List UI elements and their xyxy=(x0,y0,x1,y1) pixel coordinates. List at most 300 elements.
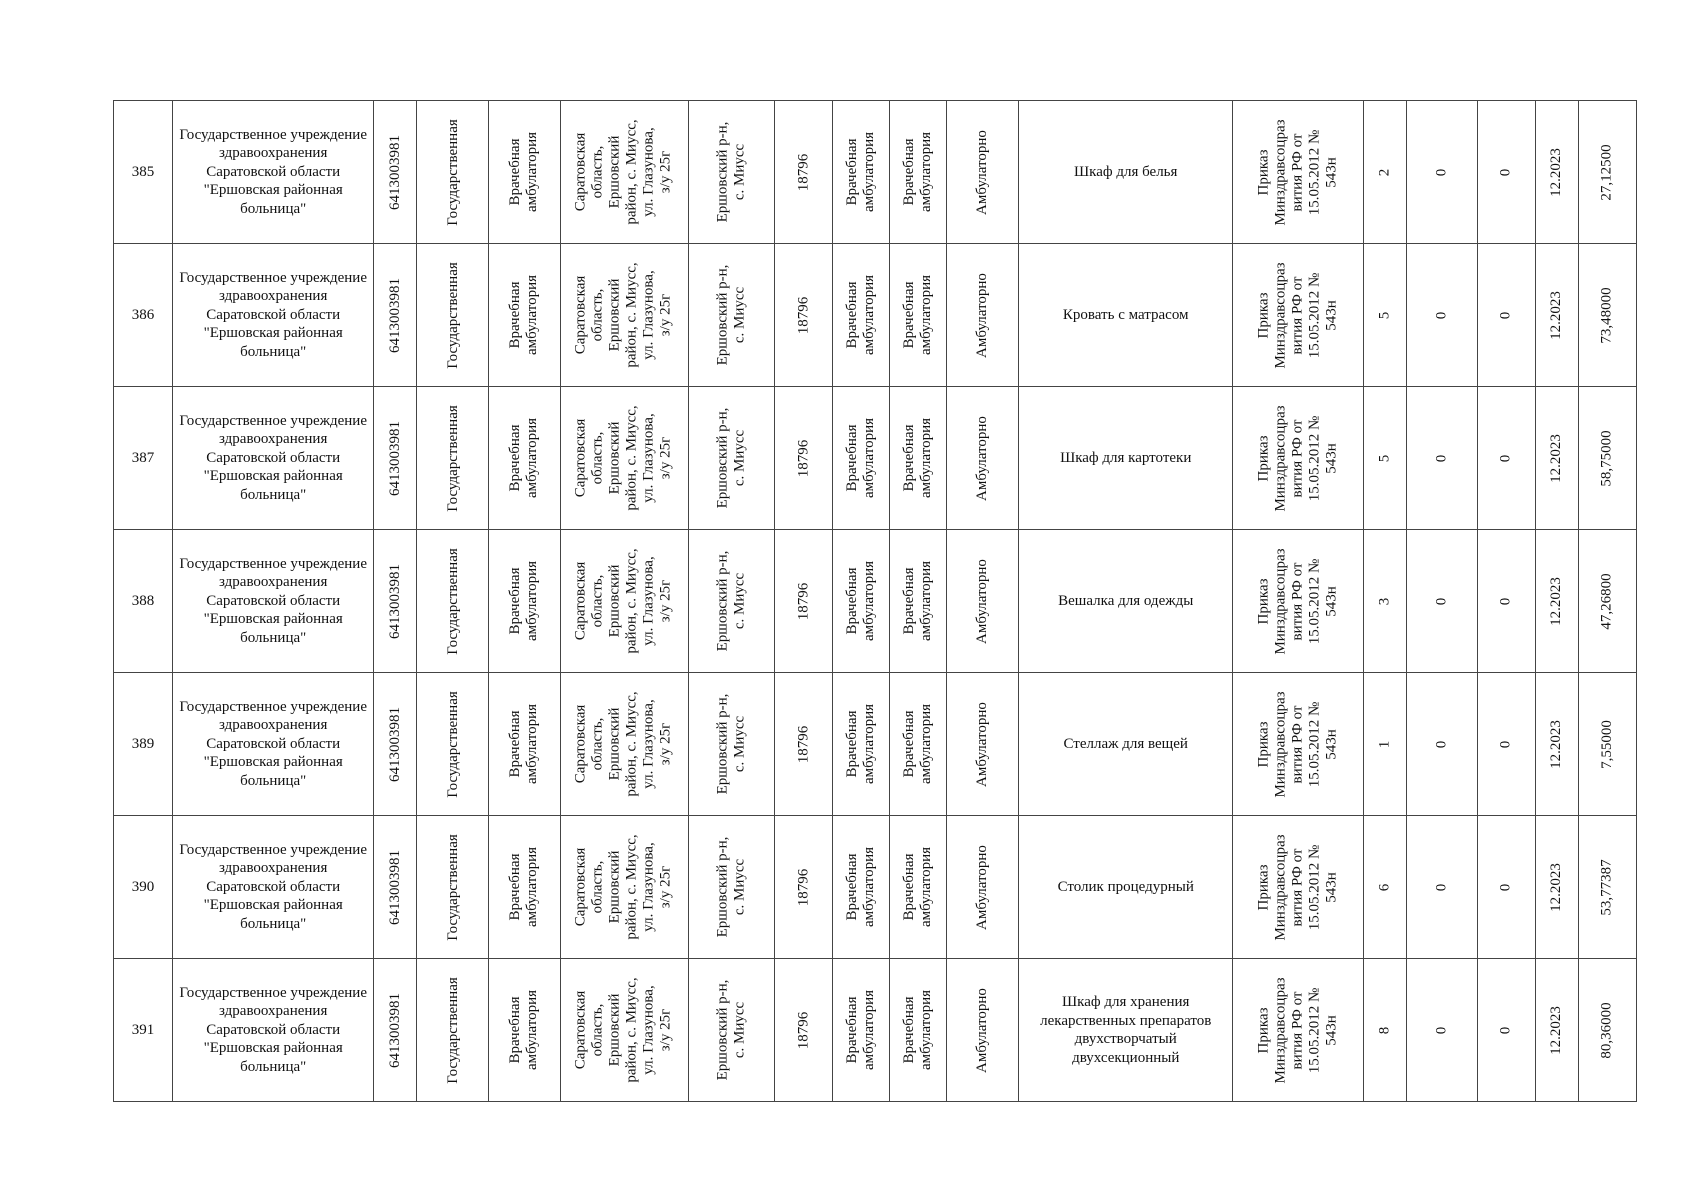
equipment-name-cell xyxy=(1019,959,1233,1102)
facility-name-line: амбулатория xyxy=(524,274,541,356)
facility-type-line: амбулатория xyxy=(860,703,877,785)
standard-order-line: 15.05.2012 № xyxy=(1306,272,1323,358)
facility-type-cell xyxy=(832,387,889,530)
table-row xyxy=(114,244,1637,387)
subdivision-type-line: амбулатория xyxy=(917,417,934,499)
missing-quantity-cell xyxy=(1477,387,1535,530)
ownership-form-cell xyxy=(417,959,489,1102)
locality xyxy=(714,980,748,1081)
standard-order xyxy=(1255,977,1340,1083)
facility-type-line: Врачебная xyxy=(843,424,860,492)
locality-code-cell xyxy=(774,530,832,673)
facility-type-line: Врачебная xyxy=(843,710,860,778)
facility-address-line: з/у 25г xyxy=(658,722,675,766)
cost-value-cell xyxy=(1578,101,1636,244)
cost-value-cell xyxy=(1578,673,1636,816)
facility-address-line: область, xyxy=(590,145,607,199)
facility-type-cell xyxy=(832,530,889,673)
facility-name-line: амбулатория xyxy=(524,846,541,928)
cost-value: 27,12500 xyxy=(1598,143,1615,201)
standard-order-line: Минздравсоцраз xyxy=(1272,261,1289,369)
care-form-cell xyxy=(946,101,1018,244)
locality-cell xyxy=(688,816,774,959)
standard-order-cell xyxy=(1233,101,1363,244)
facility-name xyxy=(508,132,542,212)
organization-name-cell xyxy=(173,387,374,530)
missing-quantity-cell xyxy=(1477,101,1535,244)
cost-value: 47,26800 xyxy=(1598,572,1615,630)
care-form: Амбулаторно xyxy=(974,558,991,644)
available-quantity: 0 xyxy=(1433,597,1450,605)
facility-address-line: район, с. Миусс, xyxy=(624,548,641,654)
row-number-cell xyxy=(114,244,173,387)
facility-type xyxy=(844,847,878,927)
facility-address-line: з/у 25г xyxy=(658,865,675,909)
standard-order-cell xyxy=(1233,673,1363,816)
locality-code-cell xyxy=(774,673,832,816)
subdivision-type-cell xyxy=(889,530,946,673)
delivery-date-cell xyxy=(1535,959,1578,1102)
facility-name-line: амбулатория xyxy=(524,131,541,213)
facility-name-line: Врачебная xyxy=(507,567,524,635)
subdivision-type-line: Врачебная xyxy=(900,424,917,492)
inn-value-cell xyxy=(374,959,417,1102)
equipment-name: Кровать с матрасом xyxy=(1062,306,1189,323)
facility-name-line: Врачебная xyxy=(507,281,524,349)
table-row xyxy=(114,530,1637,673)
facility-address-line: ул. Глазунова, xyxy=(641,556,658,646)
facility-address-line: з/у 25г xyxy=(658,293,675,337)
delivery-date-cell xyxy=(1535,101,1578,244)
cost-value: 73,48000 xyxy=(1598,286,1615,344)
standard-order-line: Приказ xyxy=(1255,291,1272,339)
equipment-name: Шкаф для белья xyxy=(1074,163,1178,180)
facility-address xyxy=(573,548,675,653)
delivery-date: 12.2023 xyxy=(1548,719,1565,769)
missing-quantity-cell xyxy=(1477,673,1535,816)
facility-address-line: Ершовский xyxy=(607,278,624,352)
table-row xyxy=(114,673,1637,816)
facility-address-line: Ершовский xyxy=(607,135,624,209)
facility-address-line: ул. Глазунова, xyxy=(641,413,658,503)
facility-address-line: Саратовская xyxy=(573,704,590,784)
facility-address xyxy=(573,691,675,796)
equipment-name-cell xyxy=(1019,387,1233,530)
standard-order-cell xyxy=(1233,816,1363,959)
facility-address xyxy=(573,119,675,224)
facility-type-line: амбулатория xyxy=(860,274,877,356)
locality-code: 18796 xyxy=(794,1011,811,1049)
delivery-date: 12.2023 xyxy=(1548,576,1565,626)
facility-name-line: амбулатория xyxy=(524,703,541,785)
locality xyxy=(714,551,748,652)
locality-code: 18796 xyxy=(794,296,811,334)
facility-name xyxy=(508,418,542,498)
equipment-name: Вешалка для одежды xyxy=(1058,592,1194,609)
facility-address-line: ул. Глазунова, xyxy=(641,270,658,360)
care-form: Амбулаторно xyxy=(974,844,991,930)
standard-order-line: Минздравсоцраз xyxy=(1272,547,1289,655)
standard-order-line: 543н xyxy=(1323,1014,1340,1046)
standard-order-line: Минздравсоцраз xyxy=(1272,833,1289,941)
locality-cell xyxy=(688,244,774,387)
inn-value-cell xyxy=(374,530,417,673)
facility-type xyxy=(844,132,878,212)
facility-name-cell xyxy=(489,959,560,1102)
facility-type-line: амбулатория xyxy=(860,131,877,213)
cost-value-cell xyxy=(1578,387,1636,530)
row-number-cell xyxy=(114,530,173,673)
facility-name-cell xyxy=(489,816,560,959)
organization-name: Государственное учреждение здравоохранения Саратовской области "Ершовская районная больница" xyxy=(179,555,367,646)
locality-code-cell xyxy=(774,101,832,244)
facility-address-line: район, с. Миусс, xyxy=(624,834,641,940)
available-quantity: 0 xyxy=(1433,740,1450,748)
facility-name-line: амбулатория xyxy=(524,989,541,1071)
facility-name-line: амбулатория xyxy=(524,560,541,642)
subdivision-type-cell xyxy=(889,673,946,816)
equipment-name: Столик процедурный xyxy=(1057,878,1194,895)
care-form: Амбулаторно xyxy=(974,129,991,215)
required-quantity-cell xyxy=(1363,816,1406,959)
organization-name-cell xyxy=(173,816,374,959)
missing-quantity-cell xyxy=(1477,959,1535,1102)
standard-order-line: Минздравсоцраз xyxy=(1272,118,1289,226)
missing-quantity-cell xyxy=(1477,816,1535,959)
available-quantity-cell xyxy=(1406,673,1477,816)
facility-address-line: з/у 25г xyxy=(658,579,675,623)
standard-order-cell xyxy=(1233,244,1363,387)
locality-cell xyxy=(688,530,774,673)
standard-order-line: 15.05.2012 № xyxy=(1306,701,1323,787)
subdivision-type-line: амбулатория xyxy=(917,846,934,928)
facility-name-cell xyxy=(489,244,560,387)
ownership-form: Государственная xyxy=(444,976,461,1084)
organization-name-cell xyxy=(173,244,374,387)
equipment-name-cell xyxy=(1019,530,1233,673)
standard-order-line: 543н xyxy=(1323,299,1340,331)
standard-order-line: вития РФ от xyxy=(1289,562,1306,640)
row-number: 389 xyxy=(131,735,155,752)
standard-order-line: Приказ xyxy=(1255,720,1272,768)
required-quantity-cell xyxy=(1363,673,1406,816)
facility-address-line: Ершовский xyxy=(607,850,624,924)
facility-type-cell xyxy=(832,244,889,387)
equipment-name-cell xyxy=(1019,816,1233,959)
facility-address-line: Ершовский xyxy=(607,993,624,1067)
ownership-form-cell xyxy=(417,673,489,816)
locality xyxy=(714,265,748,366)
standard-order-cell xyxy=(1233,959,1363,1102)
required-quantity: 8 xyxy=(1376,1026,1393,1034)
subdivision-type xyxy=(901,704,935,784)
standard-order-cell xyxy=(1233,530,1363,673)
organization-name: Государственное учреждение здравоохранения Саратовской области "Ершовская районная больница" xyxy=(179,126,367,217)
locality-line: Ершовский р-н, xyxy=(714,979,731,1081)
subdivision-type-line: Врачебная xyxy=(900,281,917,349)
standard-order-line: вития РФ от xyxy=(1289,991,1306,1069)
facility-name xyxy=(508,275,542,355)
organization-name: Государственное учреждение здравоохранения Саратовской области "Ершовская районная больница" xyxy=(179,698,367,789)
facility-type-line: Врачебная xyxy=(843,996,860,1064)
equipment-name: Шкаф для хранения лекарственных препаратов двухстворчатый двухсекционный xyxy=(1040,994,1212,1066)
row-number-cell xyxy=(114,816,173,959)
available-quantity-cell xyxy=(1406,959,1477,1102)
equipment-name-cell xyxy=(1019,101,1233,244)
inn-value-cell xyxy=(374,101,417,244)
locality-code-cell xyxy=(774,959,832,1102)
ownership-form-cell xyxy=(417,816,489,959)
standard-order-line: 543н xyxy=(1323,156,1340,188)
missing-quantity: 0 xyxy=(1497,454,1514,462)
locality-line: с. Миусс xyxy=(731,429,748,487)
cost-value-cell xyxy=(1578,530,1636,673)
standard-order xyxy=(1255,834,1340,940)
facility-address-cell xyxy=(560,244,688,387)
facility-address-line: ул. Глазунова, xyxy=(641,699,658,789)
facility-address-line: Саратовская xyxy=(573,990,590,1070)
available-quantity-cell xyxy=(1406,101,1477,244)
facility-type-line: амбулатория xyxy=(860,417,877,499)
standard-order xyxy=(1255,262,1340,368)
locality-code: 18796 xyxy=(794,868,811,906)
inn-value-cell xyxy=(374,244,417,387)
locality xyxy=(714,122,748,223)
facility-address-line: ул. Глазунова, xyxy=(641,842,658,932)
organization-name: Государственное учреждение здравоохранения Саратовской области "Ершовская районная больница" xyxy=(179,269,367,360)
table-body xyxy=(114,101,1637,1102)
delivery-date: 12.2023 xyxy=(1548,290,1565,340)
available-quantity-cell xyxy=(1406,244,1477,387)
facility-address-line: з/у 25г xyxy=(658,436,675,480)
missing-quantity: 0 xyxy=(1497,883,1514,891)
subdivision-type-line: амбулатория xyxy=(917,131,934,213)
facility-name-cell xyxy=(489,530,560,673)
facility-type xyxy=(844,990,878,1070)
table-row xyxy=(114,816,1637,959)
facility-address-line: область, xyxy=(590,1003,607,1057)
ownership-form: Государственная xyxy=(444,404,461,512)
facility-address-line: з/у 25г xyxy=(658,1008,675,1052)
locality-code: 18796 xyxy=(794,153,811,191)
row-number: 385 xyxy=(131,163,155,180)
locality-cell xyxy=(688,673,774,816)
facility-type-cell xyxy=(832,959,889,1102)
facility-name-cell xyxy=(489,101,560,244)
subdivision-type-cell xyxy=(889,959,946,1102)
required-quantity: 6 xyxy=(1376,883,1393,891)
cost-value: 80,36000 xyxy=(1598,1001,1615,1059)
facility-name-cell xyxy=(489,387,560,530)
required-quantity: 5 xyxy=(1376,311,1393,319)
cost-value-cell xyxy=(1578,816,1636,959)
facility-type xyxy=(844,275,878,355)
ownership-form-cell xyxy=(417,101,489,244)
available-quantity-cell xyxy=(1406,387,1477,530)
facility-name xyxy=(508,990,542,1070)
locality-line: с. Миусс xyxy=(731,143,748,201)
standard-order-line: вития РФ от xyxy=(1289,276,1306,354)
equipment-name: Стеллаж для вещей xyxy=(1063,735,1188,752)
facility-address-line: район, с. Миусс, xyxy=(624,262,641,368)
locality-line: Ершовский р-н, xyxy=(714,693,731,795)
subdivision-type-line: амбулатория xyxy=(917,703,934,785)
standard-order-line: вития РФ от xyxy=(1289,848,1306,926)
facility-type-cell xyxy=(832,673,889,816)
facility-name xyxy=(508,847,542,927)
standard-order-line: 15.05.2012 № xyxy=(1306,129,1323,215)
facility-address-line: район, с. Миусс, xyxy=(624,977,641,1083)
facility-address-line: область, xyxy=(590,717,607,771)
ownership-form-cell xyxy=(417,530,489,673)
locality-line: Ершовский р-н, xyxy=(714,121,731,223)
subdivision-type-line: Врачебная xyxy=(900,567,917,635)
row-number: 386 xyxy=(131,306,155,323)
subdivision-type xyxy=(901,132,935,212)
facility-name-line: Врачебная xyxy=(507,853,524,921)
locality-line: Ершовский р-н, xyxy=(714,550,731,652)
facility-address-line: Ершовский xyxy=(607,564,624,638)
standard-order-line: вития РФ от xyxy=(1289,133,1306,211)
care-form-cell xyxy=(946,959,1018,1102)
available-quantity-cell xyxy=(1406,530,1477,673)
care-form: Амбулаторно xyxy=(974,272,991,358)
inn-value-cell xyxy=(374,673,417,816)
facility-address xyxy=(573,834,675,939)
facility-address-cell xyxy=(560,387,688,530)
inn-value: 6413003981 xyxy=(386,277,403,353)
delivery-date: 12.2023 xyxy=(1548,862,1565,912)
facility-type-line: Врачебная xyxy=(843,281,860,349)
organization-name-cell xyxy=(173,959,374,1102)
cost-value: 58,75000 xyxy=(1598,429,1615,487)
locality-line: с. Миусс xyxy=(731,572,748,630)
locality-code: 18796 xyxy=(794,439,811,477)
locality-line: с. Миусс xyxy=(731,715,748,773)
facility-type-cell xyxy=(832,816,889,959)
locality-line: с. Миусс xyxy=(731,286,748,344)
required-quantity: 3 xyxy=(1376,597,1393,605)
required-quantity-cell xyxy=(1363,530,1406,673)
subdivision-type-line: Врачебная xyxy=(900,996,917,1064)
locality-line: с. Миусс xyxy=(731,858,748,916)
facility-address xyxy=(573,405,675,510)
inn-value: 6413003981 xyxy=(386,134,403,210)
ownership-form: Государственная xyxy=(444,261,461,369)
standard-order-line: 543н xyxy=(1323,728,1340,760)
facility-address-line: область, xyxy=(590,431,607,485)
facility-address-line: Саратовская xyxy=(573,418,590,498)
row-number: 387 xyxy=(131,449,155,466)
standard-order-line: 543н xyxy=(1323,871,1340,903)
organization-name-cell xyxy=(173,530,374,673)
standard-order-line: 15.05.2012 № xyxy=(1306,415,1323,501)
row-number: 388 xyxy=(131,592,155,609)
care-form-cell xyxy=(946,244,1018,387)
facility-name-cell xyxy=(489,673,560,816)
standard-order-line: Приказ xyxy=(1255,863,1272,911)
facility-name-line: Врачебная xyxy=(507,424,524,492)
facility-type-line: амбулатория xyxy=(860,846,877,928)
organization-name: Государственное учреждение здравоохранения Саратовской области "Ершовская районная больница" xyxy=(179,841,367,932)
locality-line: с. Миусс xyxy=(731,1001,748,1059)
facility-address-line: Саратовская xyxy=(573,561,590,641)
facility-address-line: район, с. Миусс, xyxy=(624,119,641,225)
ownership-form: Государственная xyxy=(444,547,461,655)
locality-cell xyxy=(688,101,774,244)
subdivision-type-line: Врачебная xyxy=(900,138,917,206)
standard-order-line: 543н xyxy=(1323,585,1340,617)
required-quantity-cell xyxy=(1363,959,1406,1102)
facility-name-line: Врачебная xyxy=(507,138,524,206)
standard-order-line: вития РФ от xyxy=(1289,705,1306,783)
facility-name-line: амбулатория xyxy=(524,417,541,499)
standard-order xyxy=(1255,691,1340,797)
subdivision-type xyxy=(901,990,935,1070)
cost-value-cell xyxy=(1578,959,1636,1102)
locality xyxy=(714,408,748,509)
equipment-table xyxy=(113,100,1637,1102)
standard-order-line: вития РФ от xyxy=(1289,419,1306,497)
facility-address-line: район, с. Миусс, xyxy=(624,691,641,797)
standard-order-cell xyxy=(1233,387,1363,530)
inn-value-cell xyxy=(374,387,417,530)
subdivision-type-cell xyxy=(889,387,946,530)
delivery-date: 12.2023 xyxy=(1548,1005,1565,1055)
facility-type-line: Врачебная xyxy=(843,567,860,635)
subdivision-type-cell xyxy=(889,816,946,959)
required-quantity-cell xyxy=(1363,244,1406,387)
equipment-name-cell xyxy=(1019,244,1233,387)
inn-value: 6413003981 xyxy=(386,992,403,1068)
organization-name: Государственное учреждение здравоохранения Саратовской области "Ершовская районная больница" xyxy=(179,412,367,503)
facility-address-cell xyxy=(560,673,688,816)
facility-type xyxy=(844,561,878,641)
facility-address xyxy=(573,977,675,1082)
facility-address-line: Саратовская xyxy=(573,275,590,355)
organization-name-cell xyxy=(173,101,374,244)
locality-line: Ершовский р-н, xyxy=(714,407,731,509)
facility-address-cell xyxy=(560,101,688,244)
facility-address-cell xyxy=(560,530,688,673)
table-row xyxy=(114,959,1637,1102)
row-number: 390 xyxy=(131,878,155,895)
facility-address xyxy=(573,262,675,367)
standard-order-line: Приказ xyxy=(1255,148,1272,196)
facility-type xyxy=(844,418,878,498)
standard-order xyxy=(1255,548,1340,654)
care-form: Амбулаторно xyxy=(974,987,991,1073)
required-quantity: 5 xyxy=(1376,454,1393,462)
facility-address-line: область, xyxy=(590,860,607,914)
facility-address-line: область, xyxy=(590,574,607,628)
facility-type-line: амбулатория xyxy=(860,989,877,1071)
equipment-name-cell xyxy=(1019,673,1233,816)
facility-name-line: Врачебная xyxy=(507,710,524,778)
subdivision-type-cell xyxy=(889,244,946,387)
standard-order-line: 15.05.2012 № xyxy=(1306,987,1323,1073)
missing-quantity: 0 xyxy=(1497,597,1514,605)
delivery-date-cell xyxy=(1535,530,1578,673)
cost-value-cell xyxy=(1578,244,1636,387)
standard-order-line: Минздравсоцраз xyxy=(1272,976,1289,1084)
standard-order-line: 15.05.2012 № xyxy=(1306,844,1323,930)
facility-address-line: ул. Глазунова, xyxy=(641,127,658,217)
delivery-date: 12.2023 xyxy=(1548,433,1565,483)
subdivision-type xyxy=(901,418,935,498)
locality xyxy=(714,694,748,795)
equipment-name: Шкаф для картотеки xyxy=(1060,449,1192,466)
